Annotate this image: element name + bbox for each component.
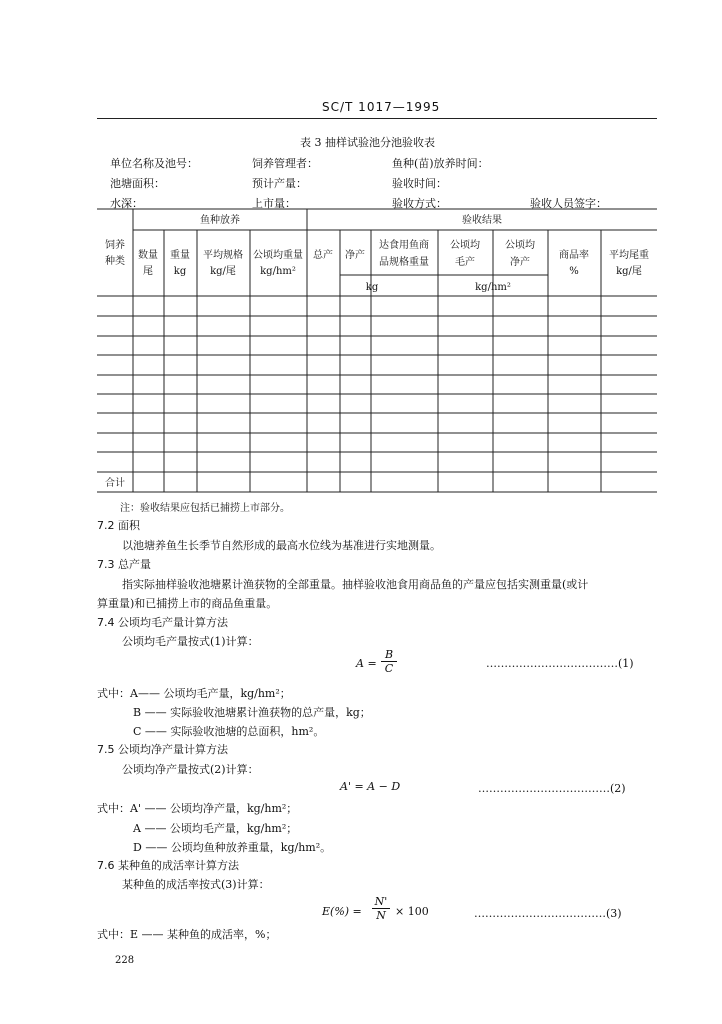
col-weight-2: kg	[173, 266, 187, 277]
info-accept-time: 验收时间：	[392, 177, 447, 190]
where-7-5-d: D —— 公顷均鱼种放养重量，kg/hm²。	[133, 841, 332, 854]
col-per-ha-1: 公顷均重量	[253, 250, 303, 261]
where-7-5-a-prime: 式中：A' —— 公顷均净产量，kg/hm²；	[97, 802, 298, 815]
info-water-depth: 水深：	[110, 197, 143, 210]
formula-3-number: ………………………………(3)	[474, 907, 622, 920]
col-commercial-2: 品规格重量	[379, 257, 429, 268]
col-count-1: 数量	[138, 250, 158, 261]
col-net: 净产	[345, 250, 365, 261]
group-stock-label: 鱼种放养	[200, 215, 240, 226]
table-caption: 表 3 抽样试验池分池验收表	[300, 136, 435, 149]
formula-1-numerator: B	[381, 648, 397, 662]
where-7-4-a: 式中：A—— 公顷均毛产量，kg/hm²；	[97, 687, 291, 700]
col-avg-size-2: kg/尾	[210, 266, 236, 277]
unit-kgha: kg/hm²	[475, 282, 511, 293]
formula-3-fraction	[372, 895, 390, 922]
col-rate-2: %	[569, 266, 579, 277]
info-stocking-time: 鱼种(苗)放养时间：	[392, 157, 489, 170]
where-7-4-c: C —— 实际验收池塘的总面积，hm²。	[133, 725, 325, 738]
formula-3-denominator: N	[376, 909, 386, 922]
section-7-5-title: 7.5 公顷均净产量计算方法	[97, 743, 228, 756]
col-gross: 总产	[313, 250, 333, 261]
col-ha-net-2: 净产	[510, 257, 530, 268]
formula-1-fraction	[381, 648, 397, 675]
col-ha-gross-2: 毛产	[455, 257, 475, 268]
standard-number: SC/T 1017—1995	[322, 100, 441, 114]
table-note: 注：验收结果应包括已捕捞上市部分。	[120, 503, 290, 514]
info-inspector: 验收人员签字：	[530, 197, 607, 210]
formula-2: A' = A − D	[340, 780, 401, 793]
total-row-label: 合计	[105, 478, 125, 489]
col-species-2: 种类	[105, 256, 125, 267]
section-7-6-title: 7.6 某种鱼的成活率计算方法	[97, 859, 239, 872]
info-est-yield: 预计产量：	[252, 177, 307, 190]
formula-1-denominator: C	[384, 662, 394, 675]
where-7-4-b: B —— 实际验收池塘累计渔获物的总产量，kg；	[133, 706, 371, 719]
info-accept-method: 验收方式：	[392, 197, 447, 210]
formula-1-lhs: A =	[356, 657, 377, 670]
group-result-label: 验收结果	[462, 215, 502, 226]
header-rule	[97, 118, 657, 119]
section-7-2-title: 7.2 面积	[97, 519, 140, 532]
col-count-2: 尾	[143, 266, 153, 277]
section-7-3-text-1: 指实际抽样验收池塘累计渔获物的全部重量。抽样验收池食用商品鱼的产量应包括实测重量(或计	[122, 578, 589, 591]
info-market: 上市量：	[252, 197, 296, 210]
section-7-2-text: 以池塘养鱼生长季节自然形成的最高水位线为基准进行实地测量。	[122, 539, 441, 552]
col-commercial-1: 达食用鱼商	[379, 240, 429, 251]
info-unit-pond: 单位名称及池号：	[110, 157, 198, 170]
info-manager: 饲养管理者：	[252, 157, 318, 170]
formula-3-lhs: E(%) =	[322, 905, 362, 918]
col-ha-net-1: 公顷均	[505, 240, 535, 251]
section-7-3-text-2: 算重量)和已捕捞上市的商品鱼重量。	[97, 597, 278, 610]
col-species-1: 饲养	[105, 240, 125, 251]
unit-kg: kg	[365, 282, 379, 293]
info-pond-area: 池塘面积：	[110, 177, 165, 190]
section-7-5-text: 公顷均净产量按式(2)计算：	[122, 763, 259, 776]
col-rate-1: 商品率	[559, 250, 589, 261]
formula-2-number: ………………………………(2)	[478, 782, 626, 795]
formula-1-number: ………………………………(1)	[486, 657, 634, 670]
col-ha-gross-1: 公顷均	[450, 240, 480, 251]
page-number: 228	[115, 955, 135, 966]
formula-3-numerator: N'	[372, 895, 390, 909]
where-7-6-e: 式中：E —— 某种鱼的成活率，%；	[97, 928, 277, 941]
col-tail-weight-1: 平均尾重	[609, 250, 649, 261]
section-7-3-title: 7.3 总产量	[97, 558, 151, 571]
section-7-4-title: 7.4 公顷均毛产量计算方法	[97, 616, 228, 629]
col-avg-size-1: 平均规格	[203, 250, 243, 261]
section-7-4-text: 公顷均毛产量按式(1)计算：	[122, 635, 259, 648]
where-7-5-a: A —— 公顷均毛产量，kg/hm²；	[133, 822, 298, 835]
col-weight-1: 重量	[170, 250, 190, 261]
col-per-ha-2: kg/hm²	[260, 266, 296, 277]
formula-3-rhs: × 100	[395, 905, 429, 918]
section-7-6-text: 某种鱼的成活率按式(3)计算：	[122, 878, 270, 891]
col-tail-weight-2: kg/尾	[616, 266, 642, 277]
